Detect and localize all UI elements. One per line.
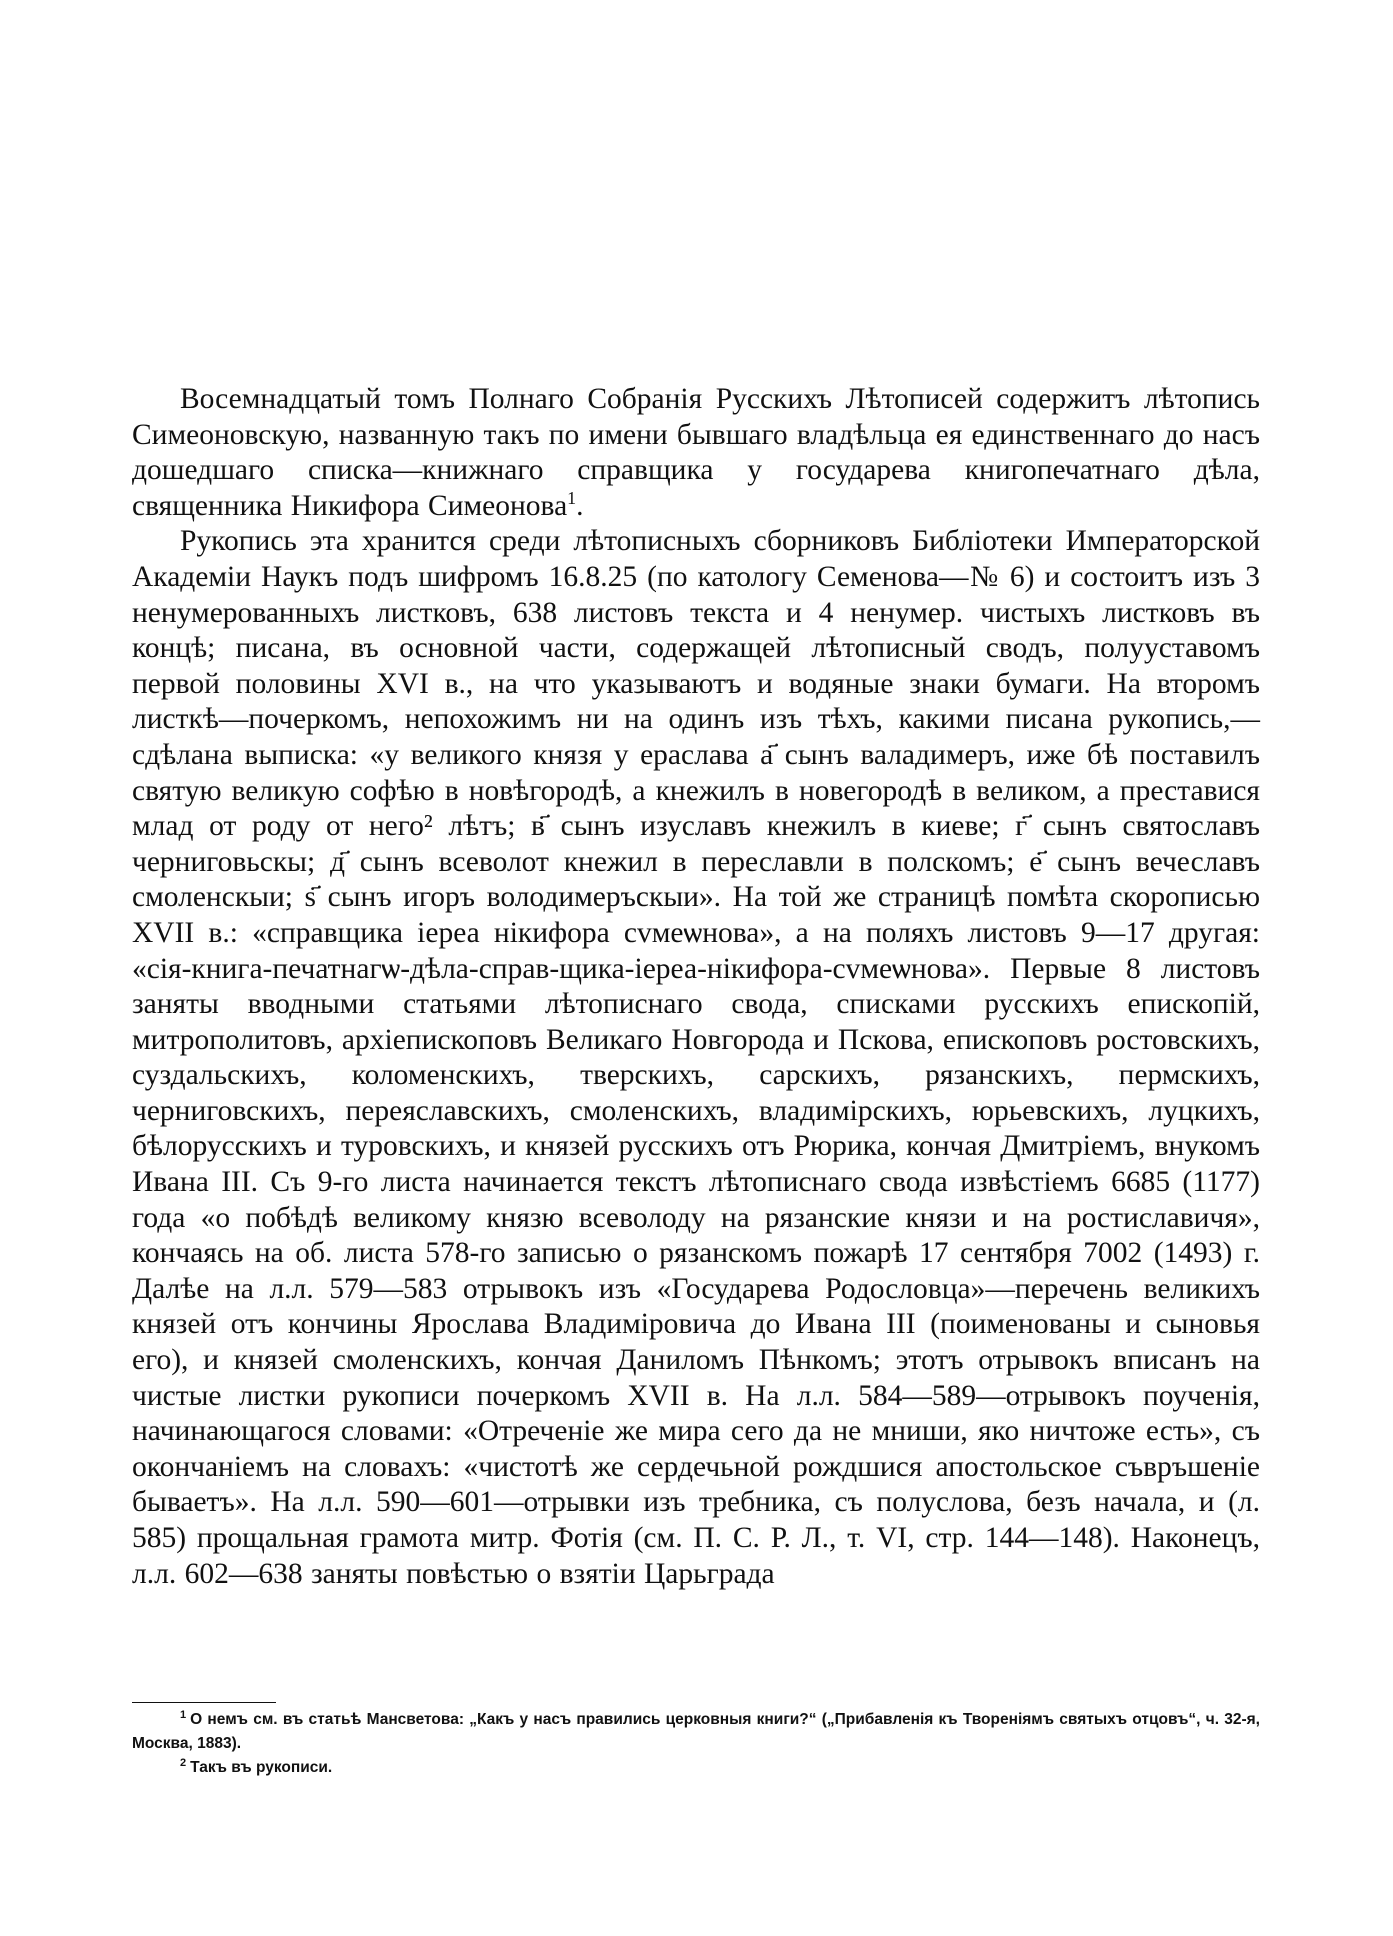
footnote-item xyxy=(132,1756,1260,1780)
paragraph-tail: . xyxy=(576,489,584,522)
main-text xyxy=(132,382,1260,1592)
footnote-item xyxy=(132,1708,1260,1756)
paragraph-text: Восемнадцатый томъ Полнаго Собранія Русскихъ Лѣтописей содержитъ лѣтопись Симеоновскую, названную такъ по имени бывшаго владѣльца ея единственнаго до насъ дошедшаго списка—книжнаго справщика у государева книгопечатнаго дѣла, священника Никифора Симеонова xyxy=(132,383,1260,522)
paragraph-text: Рукопись эта хранится среди лѣтописныхъ сборниковъ Библіотеки Императорской Академіи Наукъ подъ шифромъ 16.8.25 (по католoгу Семенова—№ 6) и состоитъ изъ 3 ненумерованныхъ листковъ, 638 листовъ текста и 4 ненумер. чистыхъ листковъ въ концѣ; писана, въ основной части, содержащей лѣтописный сводъ, полууставомъ первой половины XVI в., на что указываютъ и водяные знаки бумаги. На второмъ листкѣ—почеркомъ, непохожимъ ни на одинъ изъ тѣхъ, какими писана рукопись,—сдѣлана выписка: «у великого князя у ерaслава а҃ сынъ валадимеръ, иже бѣ поставилъ святую великую софѣю в новѣгородѣ, а кнежилъ в новегородѣ в великом, а преставися млад от роду от него² лѣтъ; в҃ сынъ изуславъ кнежилъ в киеве; г҃ сынъ святославъ черниговьскы; д҃ сынъ всеволот кнежил в переславли в полскомъ; е҃ сынъ вечеславъ смоленскыи; ѕ҃ сынъ игоръ володимеръскыи». На той же страницѣ помѣта скорописью XVII в.: «справщика іереа нікифора сvмеѡнова», а на поляхъ листовъ 9—17 другая: «сія-книга-печатнагѡ-дѣла-справ-щика-іереа-нікифора-сvмеѡнова». Первые 8 листовъ заняты вводными статьями лѣтописнаго свода, списками русскихъ епископій, митрополитовъ, архіепископовъ Великаго Новгорода и Пскова, епископовъ ростовскихъ, суздальскихъ, коломенскихъ, тверскихъ, сарскихъ, рязанскихъ, пермскихъ, черниговскихъ, переяславскихъ, смоленскихъ, владимірскихъ, юрьевскихъ, луцкихъ, бѣлорусскихъ и туровскихъ, и князей русскихъ отъ Рюрика, кончая Дмитріемъ, внукомъ Ивана III. Съ 9-го листа начинается текстъ лѣтописнаго свода извѣстіемъ 6685 (1177) года «о побѣдѣ великому князю всеволоду на рязанские князи и на ростиславичя», кончаясь на об. листа 578-го записью о рязанскомъ пожарѣ 17 сентября 7002 (1493) г. Далѣе на л.л. 579—583 отрывокъ изъ «Государева Родословца»—перечень великихъ князей отъ кончины Ярослава Владиміровича до Ивана III (поименованы и сыновья его), и князей смоленскихъ, кончая Даниломъ Пѣнкомъ; этотъ отрывокъ вписанъ на чистые листки рукописи почеркомъ XVII в. На л.л. 584—589—отрывокъ поученія, начинающагося словами: «Отреченіе же мира сего да не мниши, яко ничтоже есть», съ окончаніемъ на словахъ: «чистотѣ же сердечьной рождшися апостольское съвръшеніе бываетъ». На л.л. 590—601—отрывки изъ требника, съ полуслова, безъ начала, и (л. 585) прощальная грамота митр. Фотія (см. П. С. Р. Л., т. VI, стр. 144—148). Наконецъ, л.л. 602—638 заняты повѣстью о взятіи Царьграда xyxy=(132,525,1260,1590)
footnote-number: 1 xyxy=(180,1708,187,1721)
footnote-text: О немъ см. въ статьѣ Мансветова: „Какъ у насъ правились церковныя книги?“ („Прибавленія къ Твореніямъ святыхъ отцовъ“, ч. 32-я, Москва, 1883). xyxy=(132,1711,1260,1752)
paragraph-intro xyxy=(132,382,1260,524)
footnote-text: Такъ въ рукописи. xyxy=(190,1759,333,1776)
footnote-number: 2 xyxy=(180,1756,187,1769)
footnote-divider xyxy=(132,1702,276,1703)
paragraph-manuscript-description xyxy=(132,524,1260,1592)
footnote-reference[interactable]: 1 xyxy=(567,487,577,508)
footnotes xyxy=(132,1708,1260,1780)
